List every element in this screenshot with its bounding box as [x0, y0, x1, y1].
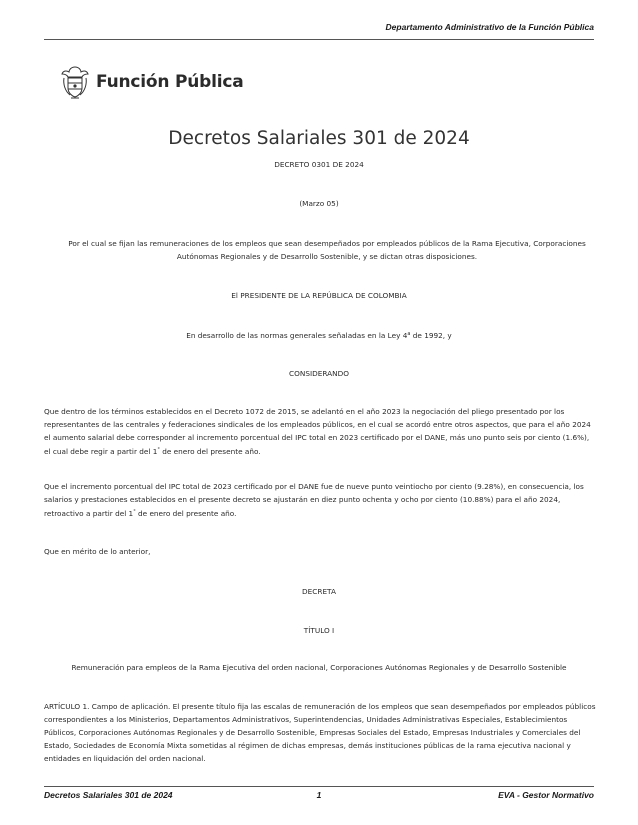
title-heading: TÍTULO I: [303, 626, 335, 635]
header-org: Departamento Administrativo de la Función Pública: [385, 22, 594, 32]
decree-number: DECRETO 0301 DE 2024: [274, 160, 364, 169]
page-title: Decretos Salariales 301 de 2024: [168, 128, 470, 149]
brand-name: Función Pública: [96, 72, 244, 92]
page-header: [44, 22, 594, 40]
page-number: 1: [316, 790, 322, 800]
article-1: ARTÍCULO 1. Campo de aplicación. El presente título fija las escalas de remuneración de los empleos que sean desempeñados por empleados públicos correspondientes a los Ministerios, Departamentos Administrativos, Superintendencias, Unidades Administrativas Especiales, Establecimientos Públicos, Corporaciones Autónomas Regionales y de Desarrollo Sostenible, Empresas Sociales del Estado, Empresas Industriales y Comerciales del Estado, Sociedades de Economía Mixta sometidas al régimen de dichas empresas, demás instituciones públicas de la rama ejecutiva nacional y entidades en liquidación del orden nacional.: [44, 702, 596, 763]
title-subject: Remuneración para empleos de la Rama Ejecutiva del orden nacional, Corporaciones Autónomas Regionales y de Desarrollo Sostenible: [71, 663, 567, 672]
decree-heading: DECRETA: [302, 587, 336, 596]
page-footer: [44, 786, 594, 803]
footer-document-name: Decretos Salariales 301 de 2024: [44, 790, 173, 800]
considering-paragraph-2: Que el incremento porcentual del IPC total de 2023 certificado por el DANE fue de nueve punto veintiocho por ciento (9.28%), en consecuencia, los salarios y prestaciones establecidos en el presente decreto se ajustarán en diez punto ochenta y ocho por ciento (10.88%) para el año 2024, retroactivo a partir del 1° de enero del presente año.: [44, 482, 584, 518]
legal-basis: En desarrollo de las normas generales señaladas en la Ley 4$^a$ de 1992, y: [186, 331, 452, 340]
footer-system-name: EVA - Gestor Normativo: [498, 790, 594, 800]
considering-paragraph-3: Que en mérito de lo anterior,: [44, 547, 151, 556]
colombia-crest-icon: [60, 64, 90, 100]
considering-heading: CONSIDERANDO: [289, 369, 349, 378]
logo: [60, 62, 244, 102]
decree-date: (Marzo 05): [299, 199, 339, 208]
decree-summary: Por el cual se fijan las remuneraciones de los empleos que sean desempeñados por empleados públicos de la Rama Ejecutiva, Corporaciones Autónomas Regionales y de Desarrollo Sostenible, y se dictan otras disposiciones.: [68, 239, 586, 261]
considering-paragraph-1: Que dentro de los términos establecidos en el Decreto 1072 de 2015, se adelantó en el año 2023 la negociación del pliego presentado por los representantes de las centrales y federaciones sindicales de los empleados públicos, en el cual se acordó entre otros aspectos, que para el año 2024 el aumento salarial debe corresponder al incremento porcentual del IPC total en 2023 certificado por el DANE, más uno punto seis por ciento (1.6%), el cual debe regir a partir del 1° de enero del presente año.: [44, 407, 591, 456]
authority: El PRESIDENTE DE LA REPÚBLICA DE COLOMBIA: [231, 291, 407, 300]
